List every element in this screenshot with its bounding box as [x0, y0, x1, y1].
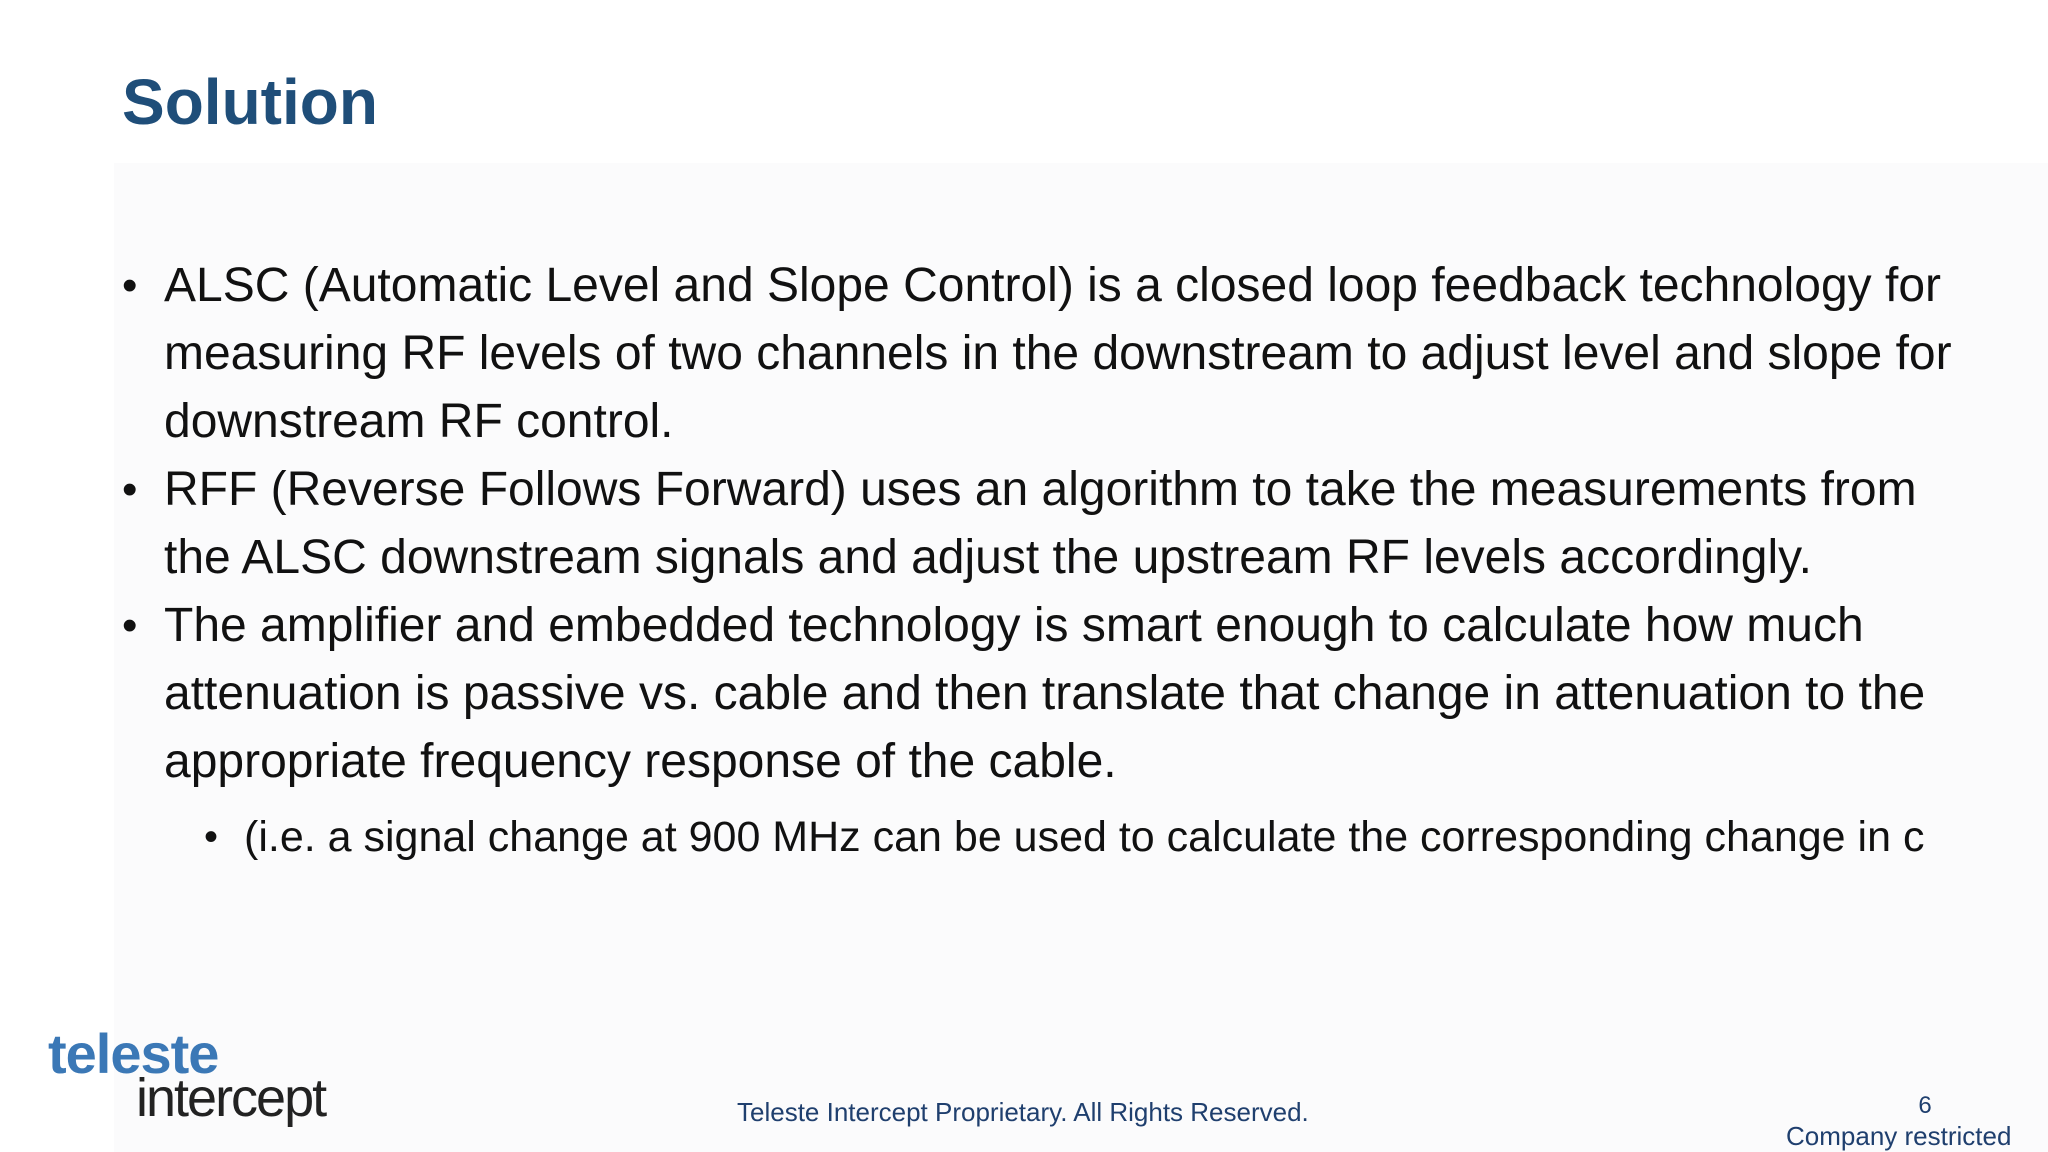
slide-title: Solution	[122, 66, 378, 138]
footer-proprietary-notice: Teleste Intercept Proprietary. All Rights Reserved.	[737, 1097, 1309, 1127]
bullet-item	[122, 456, 1982, 592]
bullet-list	[122, 252, 1982, 911]
logo-teleste-text: teleste	[48, 1022, 219, 1085]
bullet-icon: •	[122, 601, 138, 650]
bullet-text: RFF (Reverse Follows Forward) uses an algorithm to take the measurements from the ALSC downstream signals and adjust the upstream RF levels accordingly.	[164, 463, 1917, 584]
bullet-text: The amplifier and embedded technology is smart enough to calculate how much attenuation is passive vs. cable and then translate that change in attenuation to the appropriate frequency response of the cable.	[164, 599, 1926, 788]
teleste-intercept-logo	[48, 1024, 368, 1134]
bullet-icon: •	[204, 815, 219, 859]
sub-bullet-text: (i.e. a signal change at 900 MHz can be used to calculate the corresponding change in c	[244, 813, 1925, 861]
classification-label: Company restricted	[1786, 1121, 2012, 1151]
page-number: 6	[1918, 1092, 1932, 1119]
bullet-item	[122, 592, 1982, 796]
bullet-icon: •	[122, 261, 138, 310]
bullet-icon: •	[122, 465, 138, 514]
sub-bullet-item	[122, 806, 1982, 868]
bullet-item	[122, 252, 1982, 456]
bullet-text: ALSC (Automatic Level and Slope Control) is a closed loop feedback technology for measuring RF levels of two channels in the downstream to adjust level and slope for downstream RF control.	[164, 259, 1952, 448]
logo-intercept-text: intercept	[136, 1068, 326, 1128]
